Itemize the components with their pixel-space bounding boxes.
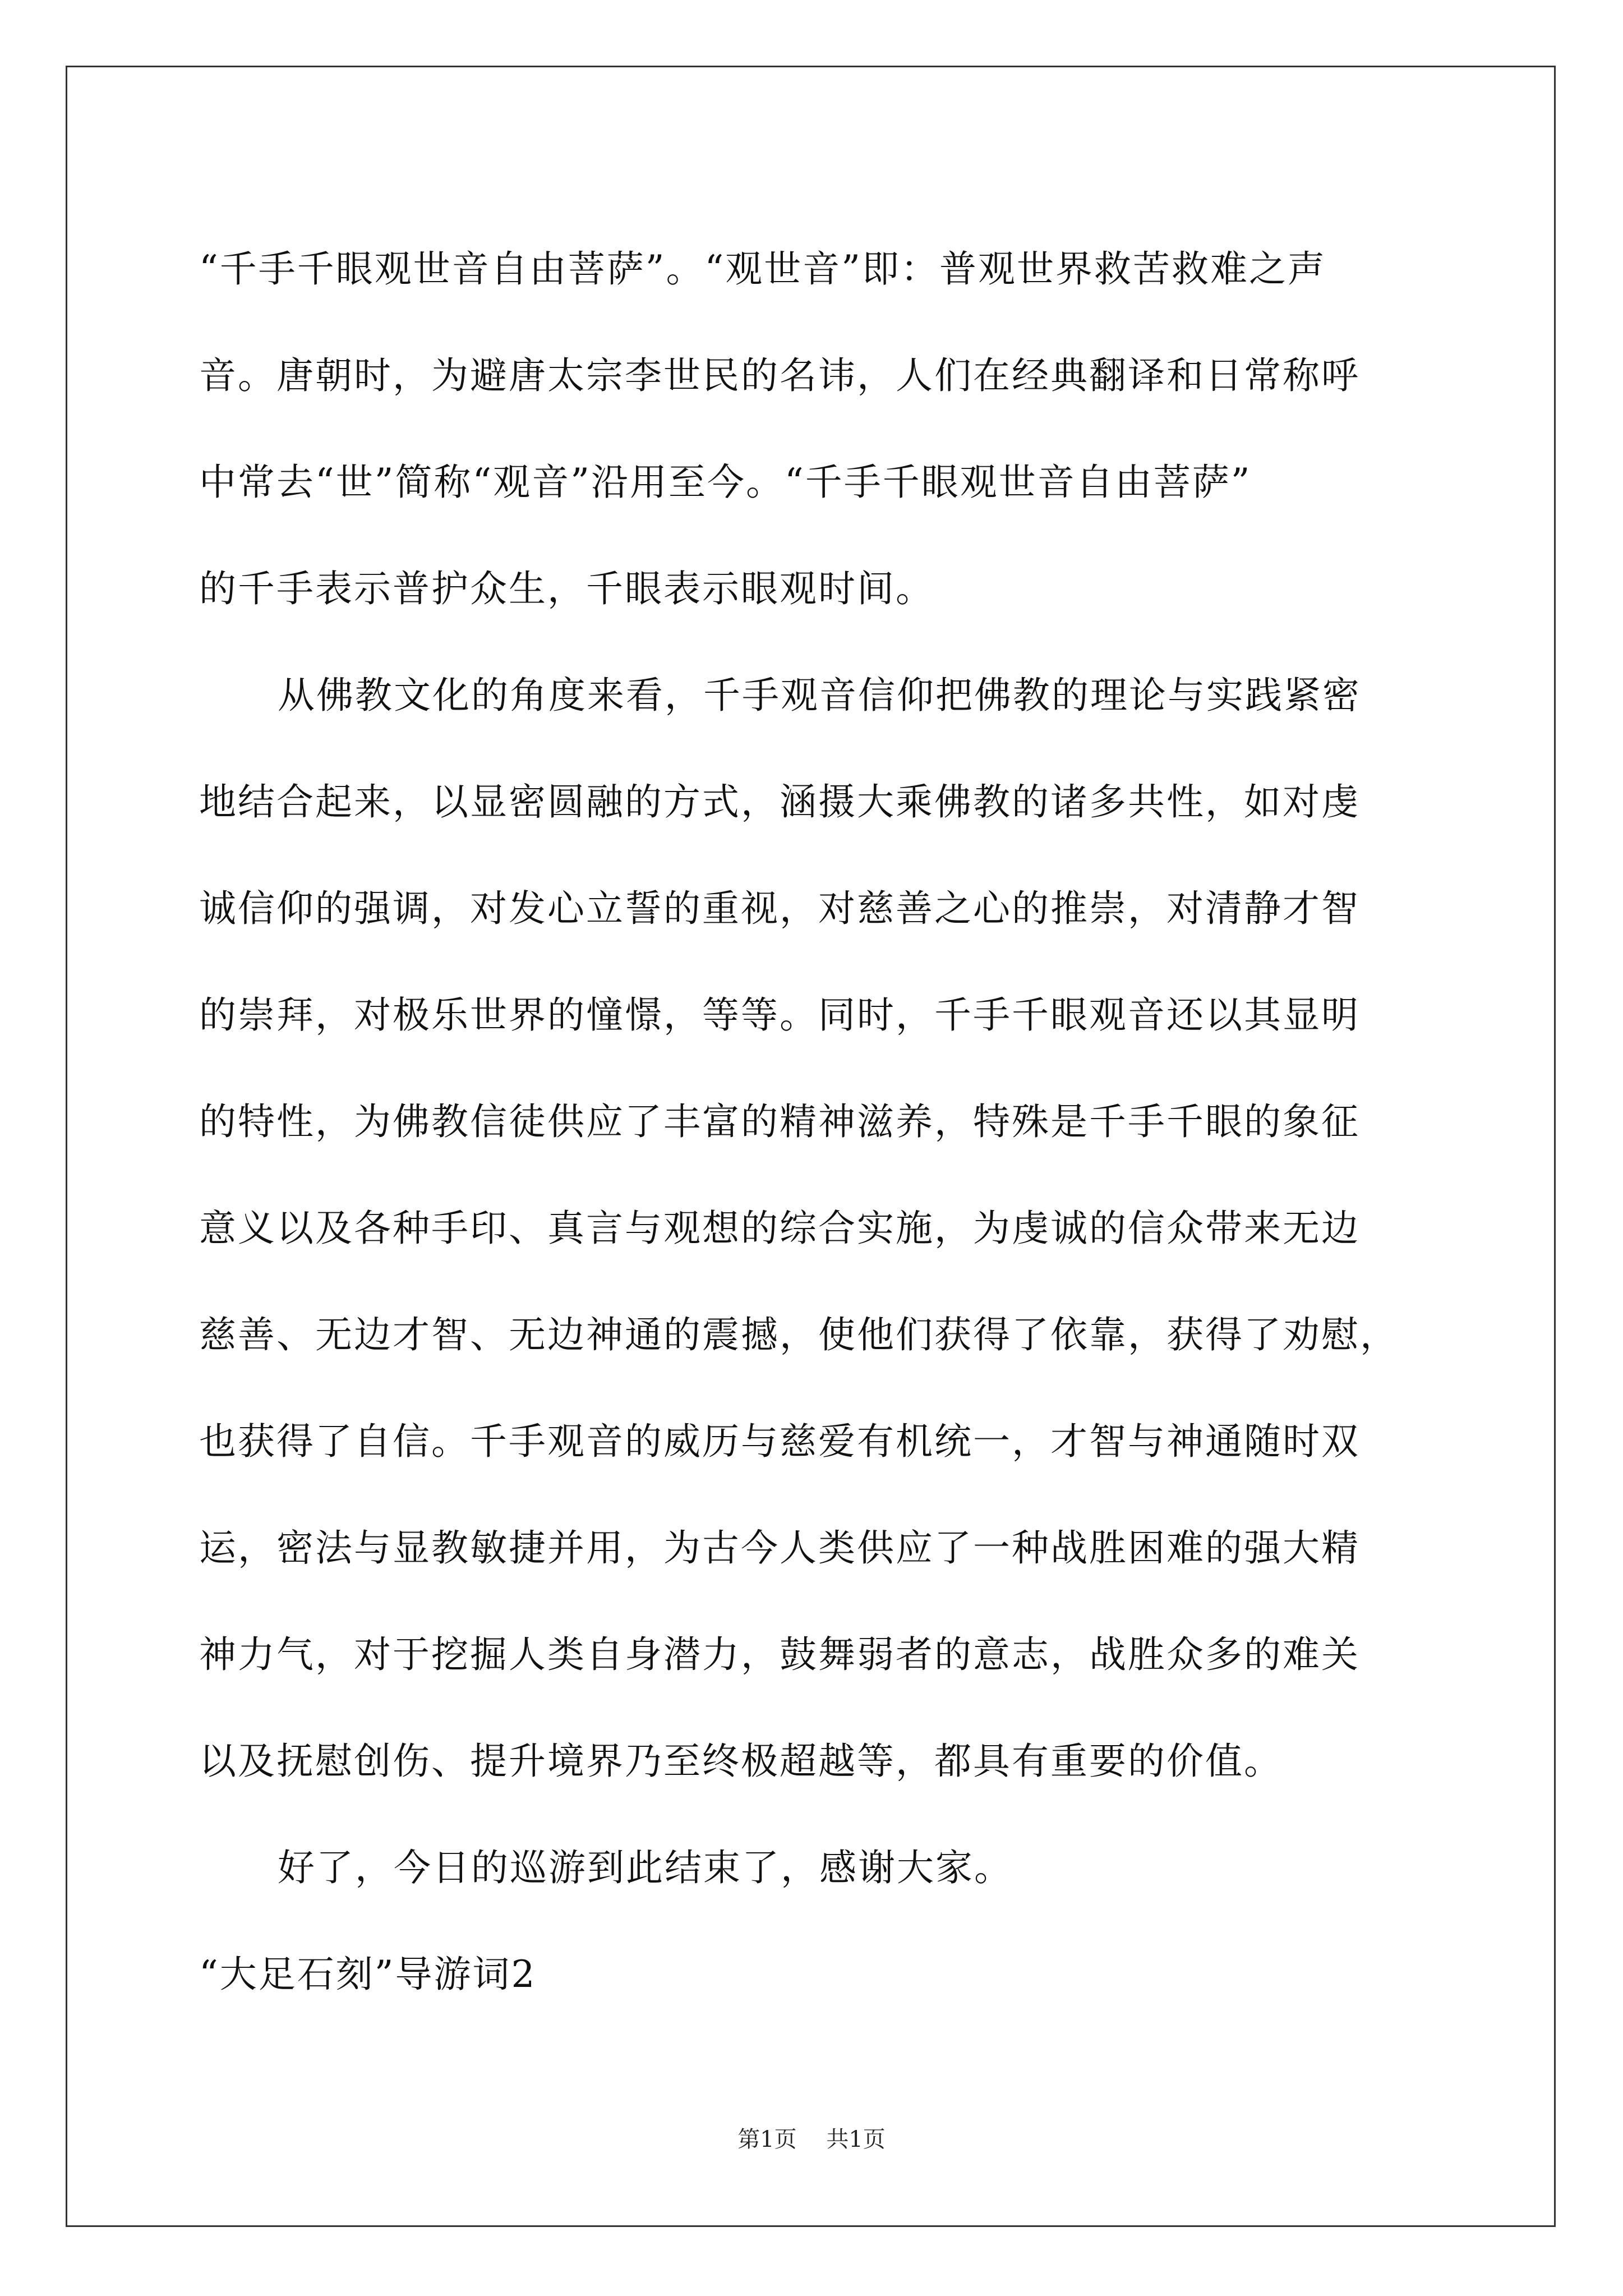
text-line: 意义以及各种手印、真言与观想的综合实施，为虔诚的信众带来无边 [199,1207,1360,1250]
text-line: 地结合起来，以显密圆融的方式，涵摄大乘佛教的诸多共性，如对虔 [199,780,1360,823]
text-line: 慈善、无边才智、无边神通的震撼，使他们获得了依靠，获得了劝慰， [199,1313,1399,1356]
text-line: 运，密法与显教敏捷并用，为古今人类供应了一种战胜困难的强大精 [199,1526,1360,1570]
paragraph-3 [199,1815,1455,1921]
section-heading: “大足石刻”导游词2 [199,1953,537,1996]
text-line: 的千手表示普护众生，千眼表示眼观时间。 [199,567,934,610]
text-line: 诚信仰的强调，对发心立誓的重视，对慈善之心的推崇，对清静才智 [199,887,1360,930]
text-line: 好了，今日的巡游到此结束了，感谢大家。 [278,1846,1013,1889]
document-body [199,216,1455,2028]
page-footer [0,2122,1623,2154]
page-number: 第1页 [737,2127,797,2152]
text-line: 音。唐朝时，为避唐太宗李世民的名讳，人们在经典翻译和日常称呼 [199,354,1360,397]
text-line: 神力气，对于挖掘人类自身潜力，鼓舞弱者的意志，战胜众多的难关 [199,1633,1360,1676]
text-line: 以及抚慰创伤、提升境界乃至终极超越等，都具有重要的价值。 [199,1740,1283,1783]
text-line: 中常去“世”简称“观音”沿用至今。“千手千眼观世音自由菩萨” [199,461,1252,504]
paragraph-1 [199,216,1455,642]
text-line: 的特性，为佛教信徒供应了丰富的精神滋养，特殊是千手千眼的象征 [199,1100,1360,1143]
text-line: “千手千眼观世音自由菩萨”。“观世音”即：普观世界救苦救难之声 [199,247,1326,291]
text-line: 也获得了自信。千手观音的威历与慈爱有机统一，才智与神通随时双 [199,1420,1360,1463]
text-line: 的崇拜，对极乐世界的憧憬，等等。同时，千手千眼观音还以其显明 [199,993,1360,1037]
text-line: 从佛教文化的角度来看，千手观音信仰把佛教的理论与实践紧密 [278,674,1361,717]
paragraph-2 [199,642,1455,1815]
page-total: 共1页 [826,2127,886,2152]
